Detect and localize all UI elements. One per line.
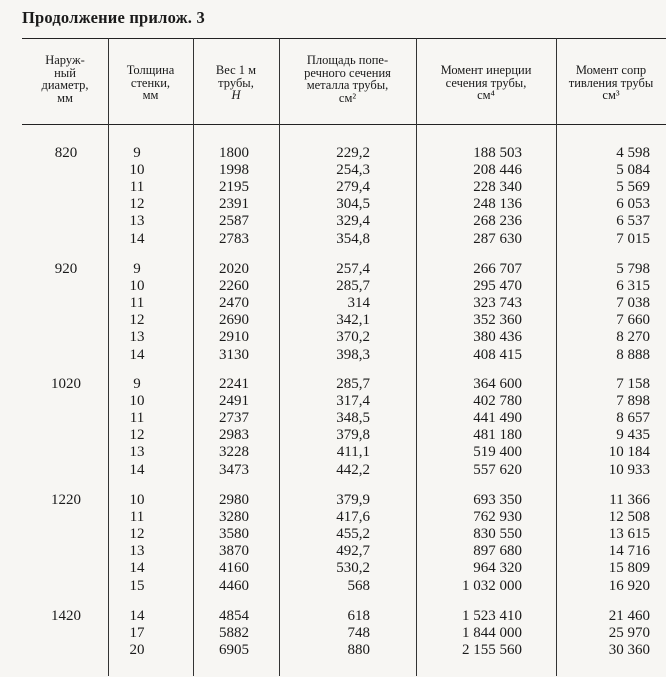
- area-cell: 304,5: [336, 196, 370, 213]
- wall-thickness-cell: 13: [129, 329, 145, 346]
- wall-thickness-cell: 14: [129, 346, 145, 363]
- weight-cell: 6905: [219, 642, 249, 659]
- inertia-cell: 364 600: [473, 376, 522, 392]
- modulus-cell: 15 809: [608, 560, 650, 577]
- wall-thickness-cell: 11: [129, 410, 145, 427]
- area-cell: 314: [347, 295, 370, 312]
- inertia-cell: 2 155 560: [462, 642, 522, 659]
- wall-thickness-cell: 12: [129, 526, 145, 543]
- inertia-cell: 408 415: [473, 346, 522, 363]
- modulus-cell: 25 970: [608, 625, 650, 642]
- modulus-cell: 7 038: [616, 295, 650, 312]
- inertia-cell: 380 436: [473, 329, 522, 346]
- modulus-cell: 8 888: [616, 346, 650, 363]
- inertia-cell: 228 340: [473, 179, 522, 196]
- column-divider: [416, 38, 417, 676]
- table-top-rule: [22, 38, 666, 39]
- wall-thickness-cell: 12: [129, 312, 145, 329]
- inertia-cell: 188 503: [473, 145, 522, 161]
- weight-cell: 2491: [219, 393, 249, 410]
- inertia-cell: 295 470: [473, 278, 522, 295]
- weight-cell: 3280: [219, 509, 249, 526]
- area-cell: 492,7: [336, 543, 370, 560]
- weight-cell: 2241: [219, 376, 249, 392]
- modulus-cell: 8 270: [616, 329, 650, 346]
- area-cell: 417,6: [336, 509, 370, 526]
- modulus-cell: 6 053: [616, 196, 650, 213]
- wall-thickness-cell: 17: [129, 625, 145, 642]
- diameter-cell: 1020: [51, 376, 81, 392]
- modulus-cell: 10 933: [608, 461, 650, 478]
- area-cell: 379,9: [336, 492, 370, 508]
- modulus-cell: 7 898: [616, 393, 650, 410]
- modulus-cell: 4 598: [616, 145, 650, 161]
- inertia-cell: 323 743: [473, 295, 522, 312]
- modulus-cell: 12 508: [608, 509, 650, 526]
- area-cell: 342,1: [336, 312, 370, 329]
- weight-cell: 4460: [219, 577, 249, 594]
- inertia-cell: 1 032 000: [462, 577, 522, 594]
- weight-cell: 2983: [219, 427, 249, 444]
- weight-cell: 2737: [219, 410, 249, 427]
- modulus-cell: 7 015: [616, 230, 650, 247]
- wall-thickness-cell: 14: [129, 461, 145, 478]
- area-cell: 398,3: [336, 346, 370, 363]
- area-cell: 568: [347, 577, 370, 594]
- weight-cell: 2195: [219, 179, 249, 196]
- diameter-cell: 820: [54, 145, 78, 161]
- area-cell: 354,8: [336, 230, 370, 247]
- wall-thickness-cell: 14: [129, 608, 145, 624]
- area-cell: 229,2: [336, 145, 370, 161]
- weight-cell: 2391: [219, 196, 249, 213]
- diameter-cell: 920: [54, 261, 78, 277]
- inertia-cell: 248 136: [473, 196, 522, 213]
- weight-cell: 3580: [219, 526, 249, 543]
- inertia-cell: 287 630: [473, 230, 522, 247]
- weight-cell: 2587: [219, 213, 249, 230]
- inertia-cell: 481 180: [473, 427, 522, 444]
- inertia-cell: 897 680: [473, 543, 522, 560]
- diameter-cell: 1220: [51, 492, 81, 508]
- area-cell: 348,5: [336, 410, 370, 427]
- modulus-cell: 14 716: [608, 543, 650, 560]
- header-section-modulus: Момент сопр тивления трубы см³: [568, 64, 654, 102]
- area-cell: 370,2: [336, 329, 370, 346]
- column-divider: [193, 38, 194, 676]
- weight-cell: 5882: [219, 625, 249, 642]
- wall-thickness-cell: 9: [133, 261, 141, 277]
- wall-thickness-cell: 14: [129, 230, 145, 247]
- inertia-cell: 441 490: [473, 410, 522, 427]
- column-divider: [279, 38, 280, 676]
- modulus-cell: 8 657: [616, 410, 650, 427]
- modulus-cell: 11 366: [609, 492, 650, 508]
- wall-thickness-cell: 14: [129, 560, 145, 577]
- weight-cell: 3473: [219, 461, 249, 478]
- weight-cell: 2690: [219, 312, 249, 329]
- modulus-cell: 13 615: [608, 526, 650, 543]
- weight-cell: 2980: [219, 492, 249, 508]
- area-cell: 254,3: [336, 162, 370, 179]
- inertia-cell: 762 930: [473, 509, 522, 526]
- inertia-cell: 830 550: [473, 526, 522, 543]
- modulus-cell: 16 920: [608, 577, 650, 594]
- wall-thickness-cell: 9: [133, 145, 141, 161]
- header-weight-per-meter: Вес 1 м трубы, H: [215, 63, 257, 102]
- inertia-cell: 208 446: [473, 162, 522, 179]
- inertia-cell: 1 523 410: [462, 608, 522, 624]
- wall-thickness-cell: 13: [129, 444, 145, 461]
- header-wall-thickness: Толщина стенки, мм: [126, 63, 175, 102]
- modulus-cell: 7 158: [616, 376, 650, 392]
- area-cell: 748: [347, 625, 370, 642]
- weight-cell: 1998: [219, 162, 249, 179]
- inertia-cell: 266 707: [473, 261, 522, 277]
- wall-thickness-cell: 11: [129, 179, 145, 196]
- column-divider: [556, 38, 557, 676]
- modulus-cell: 7 660: [616, 312, 650, 329]
- wall-thickness-cell: 9: [133, 376, 141, 392]
- inertia-cell: 402 780: [473, 393, 522, 410]
- weight-cell: 3228: [219, 444, 249, 461]
- weight-cell: 2470: [219, 295, 249, 312]
- wall-thickness-cell: 12: [129, 196, 145, 213]
- wall-thickness-cell: 10: [129, 492, 145, 508]
- header-cross-section-area: Площадь попе- речного сечения металла трубы, см²: [304, 53, 391, 105]
- inertia-cell: 352 360: [473, 312, 522, 329]
- modulus-cell: 5 569: [616, 179, 650, 196]
- inertia-cell: 268 236: [473, 213, 522, 230]
- wall-thickness-cell: 10: [129, 162, 145, 179]
- modulus-cell: 5 798: [616, 261, 650, 277]
- header-moment-of-inertia: Момент инерции сечения трубы, см⁴: [440, 63, 532, 102]
- modulus-cell: 9 435: [616, 427, 650, 444]
- weight-cell: 3130: [219, 346, 249, 363]
- weight-cell: 4854: [219, 608, 249, 624]
- area-cell: 317,4: [336, 393, 370, 410]
- area-cell: 285,7: [336, 278, 370, 295]
- wall-thickness-cell: 10: [129, 393, 145, 410]
- inertia-cell: 557 620: [473, 461, 522, 478]
- area-cell: 442,2: [336, 461, 370, 478]
- weight-cell: 2260: [219, 278, 249, 295]
- wall-thickness-cell: 12: [129, 427, 145, 444]
- area-cell: 285,7: [336, 376, 370, 392]
- wall-thickness-cell: 13: [129, 543, 145, 560]
- wall-thickness-cell: 20: [129, 642, 145, 659]
- area-cell: 411,1: [336, 444, 370, 461]
- area-cell: 379,8: [336, 427, 370, 444]
- header-bottom-rule: [22, 124, 666, 125]
- wall-thickness-cell: 13: [129, 213, 145, 230]
- inertia-cell: 693 350: [473, 492, 522, 508]
- area-cell: 257,4: [336, 261, 370, 277]
- modulus-cell: 30 360: [608, 642, 650, 659]
- area-cell: 880: [347, 642, 370, 659]
- diameter-cell: 1420: [51, 608, 81, 624]
- page-title: Продолжение прилож. 3: [22, 8, 205, 27]
- area-cell: 279,4: [336, 179, 370, 196]
- modulus-cell: 5 084: [616, 162, 650, 179]
- weight-cell: 4160: [219, 560, 249, 577]
- modulus-cell: 6 537: [616, 213, 650, 230]
- wall-thickness-cell: 15: [129, 577, 145, 594]
- wall-thickness-cell: 10: [129, 278, 145, 295]
- weight-cell: 3870: [219, 543, 249, 560]
- modulus-cell: 6 315: [616, 278, 650, 295]
- area-cell: 618: [347, 608, 370, 624]
- wall-thickness-cell: 11: [129, 509, 145, 526]
- weight-cell: 2783: [219, 230, 249, 247]
- weight-cell: 2020: [219, 261, 249, 277]
- inertia-cell: 519 400: [473, 444, 522, 461]
- column-divider: [108, 38, 109, 676]
- area-cell: 530,2: [336, 560, 370, 577]
- weight-cell: 2910: [219, 329, 249, 346]
- weight-cell: 1800: [219, 145, 249, 161]
- area-cell: 329,4: [336, 213, 370, 230]
- modulus-cell: 21 460: [608, 608, 650, 624]
- inertia-cell: 1 844 000: [462, 625, 522, 642]
- wall-thickness-cell: 11: [129, 295, 145, 312]
- header-outer-diameter: Наруж- ный диаметр, мм: [41, 53, 89, 105]
- modulus-cell: 10 184: [608, 444, 650, 461]
- inertia-cell: 964 320: [473, 560, 522, 577]
- area-cell: 455,2: [336, 526, 370, 543]
